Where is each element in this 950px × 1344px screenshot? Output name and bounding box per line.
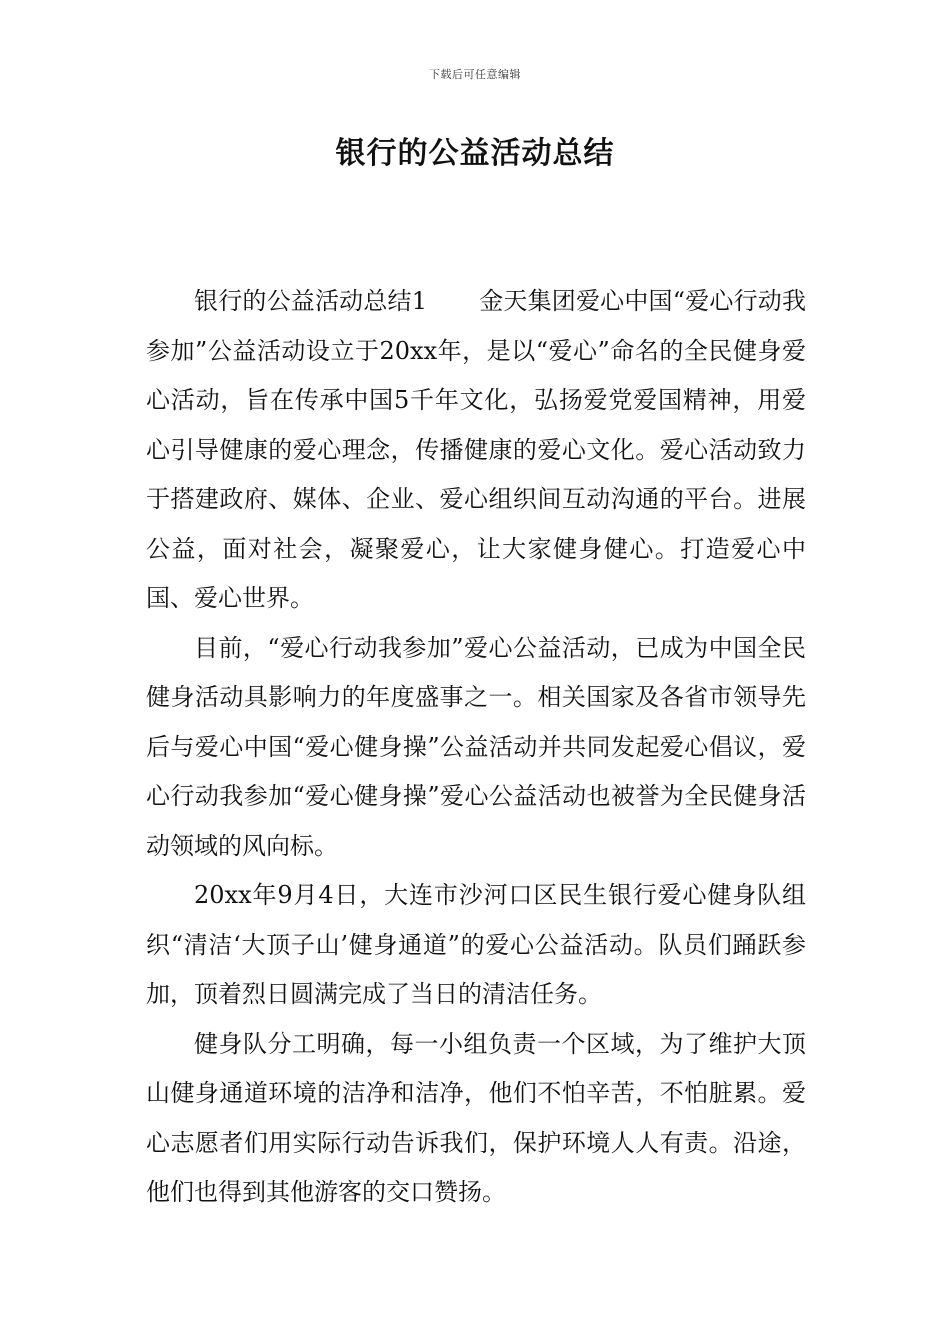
document-body (146, 277, 806, 1218)
paragraph-4: 健身队分工明确，每一小组负责一个区域，为了维护大顶山健身通道环境的洁净和洁净，他们不怕辛苦，不怕脏累。爱心志愿者们用实际行动告诉我们，保护环境人人有责。沿途，他们也得到其他游客的交口赞扬。 (146, 1029, 806, 1206)
header-note: 下载后可任意编辑 (429, 68, 521, 81)
paragraph-1 (146, 277, 806, 624)
document-title: 银行的公益活动总结 (335, 136, 615, 171)
paragraph-3: 20xx年9月4日，大连市沙河口区民生银行爱心健身队组织“清洁‘大顶子山’健身通道”的爱心公益活动。队员们踊跃参加，顶着烈日圆满完成了当日的清洁任务。 (146, 881, 806, 1008)
paragraph-1-text: 金天集团爱心中国“爱心行动我参加”公益活动设立于20xx年，是以“爱心”命名的全民健身爱心活动，旨在传承中国5千年文化，弘扬爱党爱国精神，用爱心引导健康的爱心理念，传播健康的爱心文化。爱心活动致力于搭建政府、媒体、企业、爱心组织间互动沟通的平台。进展公益，面对社会，凝聚爱心，让大家健身健心。打造爱心中国、爱心世界。 (146, 287, 806, 612)
paragraph-2: 目前，“爱心行动我参加”爱心公益活动，已成为中国全民健身活动具影响力的年度盛事之一。相关国家及各省市领导先后与爱心中国“爱心健身操”公益活动并共同发起爱心倡议，爱心行动我参加“爱心健身操”爱心公益活动也被誉为全民健身活动领域的风向标。 (146, 633, 806, 860)
section-heading: 银行的公益活动总结1 (194, 287, 428, 315)
